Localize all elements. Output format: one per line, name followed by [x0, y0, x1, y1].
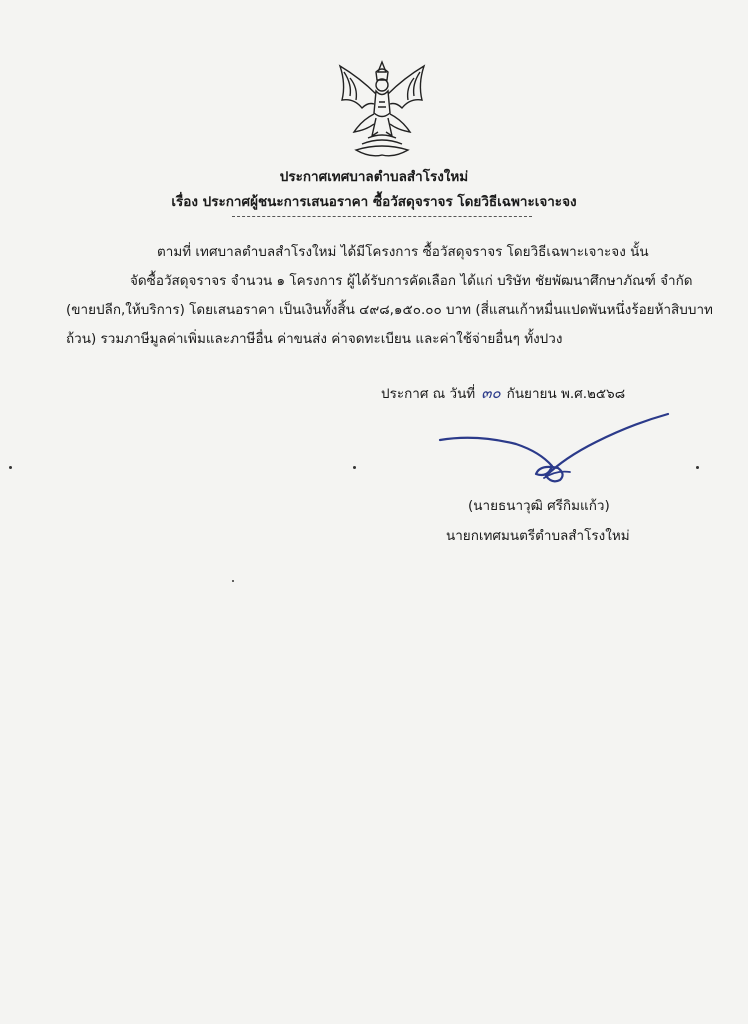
body-line-2: จัดซื้อวัสดุจราจร จำนวน ๑ โครงการ ผู้ได้รับการคัดเลือก ได้แก่ บริษัท ชัยพัฒนาศึกษาภัณฑ์ จำกัด — [130, 273, 693, 289]
scan-speck — [9, 466, 12, 469]
body-line-4: ถ้วน) รวมภาษีมูลค่าเพิ่มและภาษีอื่น ค่าขนส่ง ค่าจดทะเบียน และค่าใช้จ่ายอื่นๆ ทั้งปวง — [66, 331, 563, 347]
garuda-emblem-icon — [332, 58, 432, 160]
signer-position: นายกเทศมนตรีตำบลสำโรงใหม่ — [446, 528, 630, 544]
date-day-handwritten: ๓๐ — [481, 384, 501, 402]
subject-title: เรื่อง ประกาศผู้ชนะการเสนอราคา ซื้อวัสดุจราจร โดยวิธีเฉพาะเจาะจง — [171, 194, 577, 210]
scan-speck — [353, 466, 356, 469]
body-line-1: ตามที่ เทศบาลตำบลสำโรงใหม่ ได้มีโครงการ ซื้อวัสดุจราจร โดยวิธีเฉพาะเจาะจง นั้น — [157, 244, 649, 260]
date-suffix: กันยายน พ.ศ.๒๕๖๘ — [506, 386, 626, 402]
signer-name: (นายธนาวุฒิ ศรีกิมแก้ว) — [468, 498, 610, 514]
agency-title: ประกาศเทศบาลตำบลสำโรงใหม่ — [279, 169, 469, 185]
scan-speck — [232, 580, 234, 582]
date-prefix: ประกาศ ณ วันที่ — [381, 386, 476, 402]
scan-speck — [696, 466, 699, 469]
announcement-date — [381, 381, 625, 405]
body-line-3: (ขายปลีก,ให้บริการ) โดยเสนอราคา เป็นเงินทั้งสิ้น ๔๙๘,๑๕๐.๐๐ บาท (สี่แสนเก้าหมื่นแปดพันหนึ่งร้อยห้าสิบบาท — [66, 302, 713, 318]
handwritten-signature — [436, 408, 672, 486]
separator-line — [232, 216, 532, 217]
